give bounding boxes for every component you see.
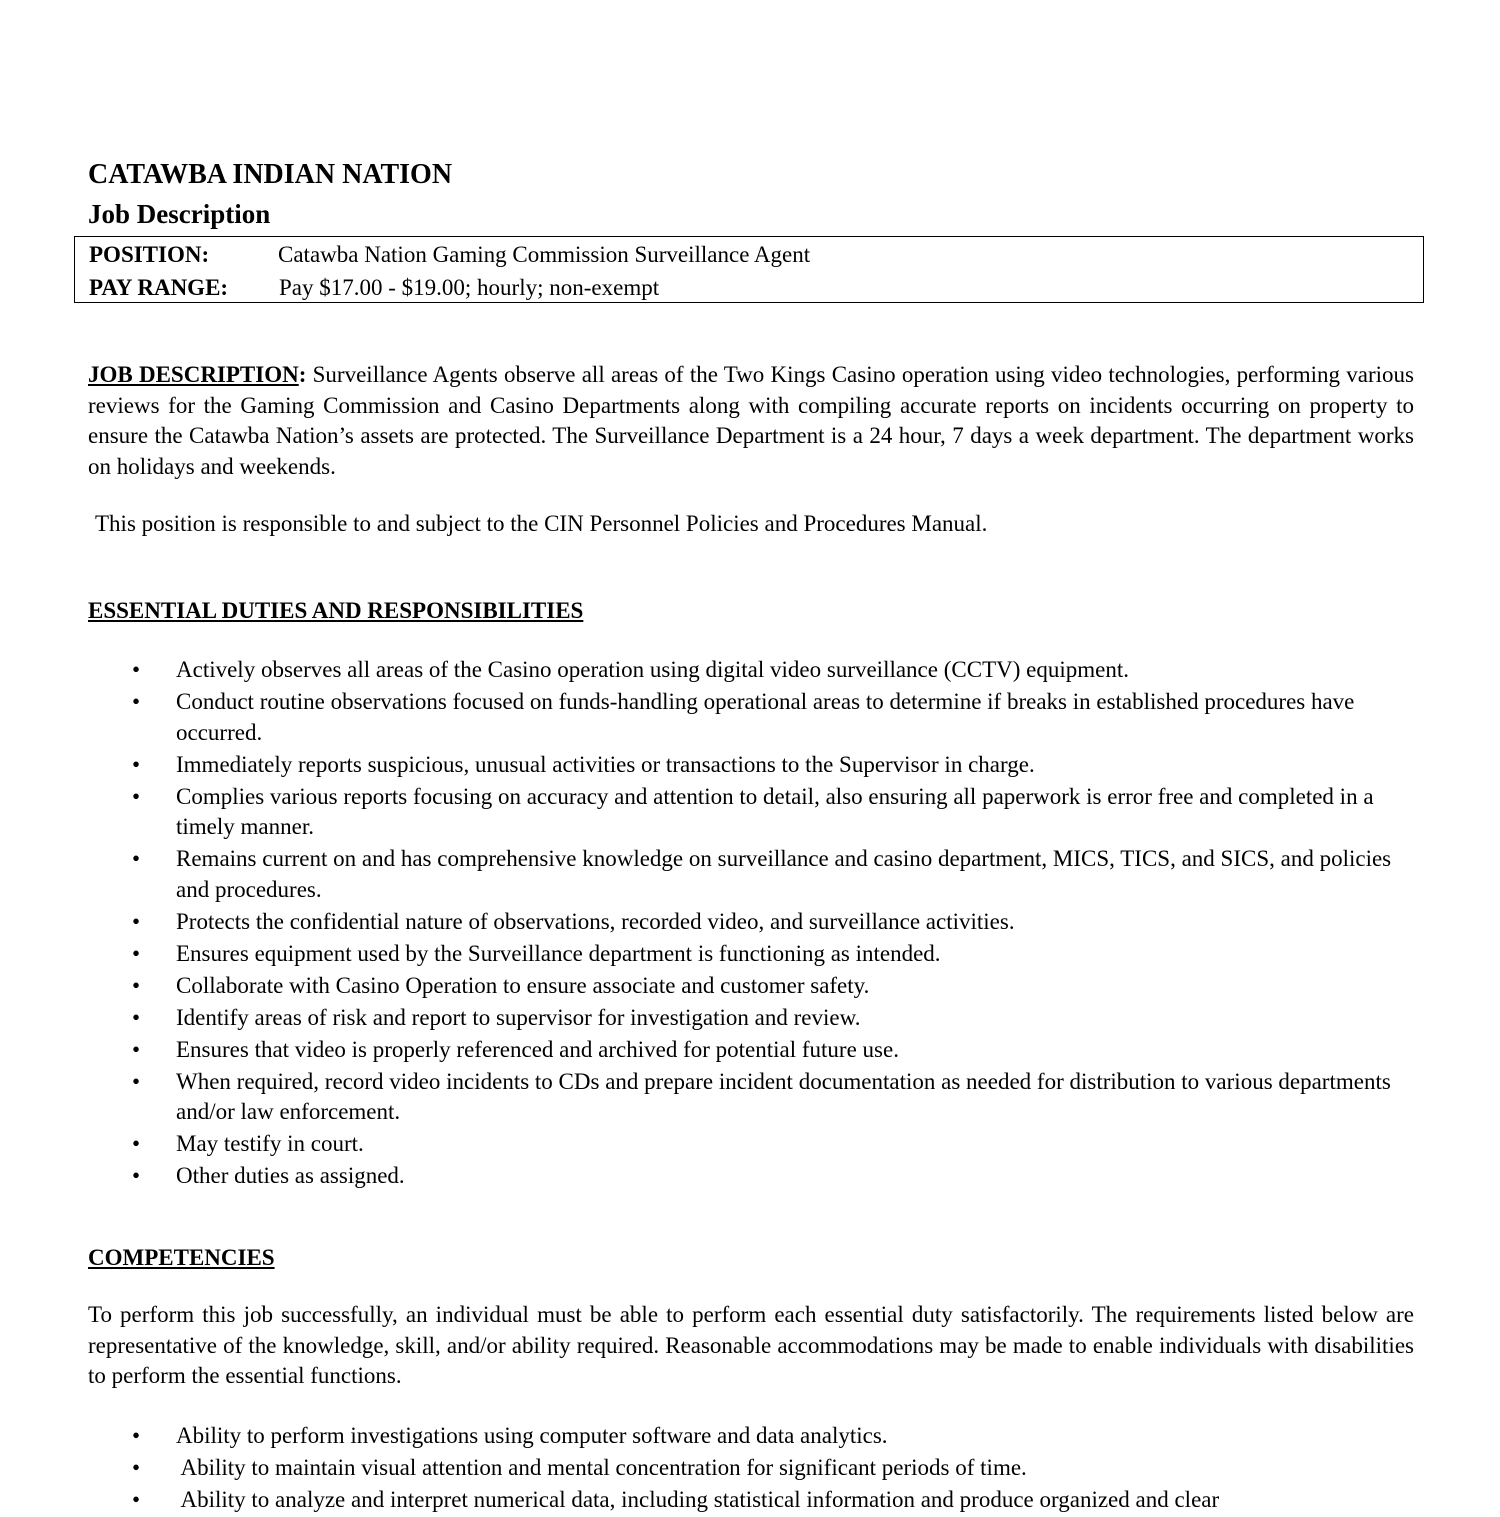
list-item: • Ability to maintain visual attention and mental concentration for significant periods of time. [88, 1453, 1414, 1484]
list-item: • Collaborate with Casino Operation to ensure associate and customer safety. [88, 971, 1414, 1002]
duties-heading: ESSENTIAL DUTIES AND RESPONSIBILITIES [88, 598, 584, 623]
list-item: • Remains current on and has comprehensive knowledge on surveillance and casino department, MICS, TICS, and SICS, and policies and procedures. [88, 844, 1414, 905]
list-item: • May testify in court. [88, 1129, 1414, 1160]
position-label: POSITION: [89, 242, 210, 267]
doc-type-title: Job Description [88, 199, 271, 229]
job-description-label: JOB DESCRIPTION [88, 362, 299, 387]
list-item: • Ensures that video is properly referenced and archived for potential future use. [88, 1035, 1414, 1066]
list-item: • Identify areas of risk and report to supervisor for investigation and review. [88, 1003, 1414, 1034]
list-item: • Actively observes all areas of the Casino operation using digital video surveillance (CCTV) equipment. [88, 655, 1414, 686]
pay-label: PAY RANGE: [89, 275, 229, 300]
list-item: • Other duties as assigned. [88, 1161, 1414, 1192]
list-item: • Ensures equipment used by the Surveillance department is functioning as intended. [88, 939, 1414, 970]
duties-list [88, 655, 1414, 1193]
list-item: • When required, record video incidents to CDs and prepare incident documentation as needed for distribution to various departments and/or law enforcement. [88, 1067, 1414, 1128]
competencies-heading: COMPETENCIES [88, 1245, 275, 1270]
list-item: • Protects the confidential nature of observations, recorded video, and surveillance activities. [88, 907, 1414, 938]
org-title: CATAWBA INDIAN NATION [88, 159, 453, 190]
pay-row [89, 271, 660, 304]
job-description-paragraph [88, 360, 1414, 482]
list-item: • Ability to perform investigations using computer software and data analytics. [88, 1421, 1414, 1452]
policy-note: This position is responsible to and subject to the CIN Personnel Policies and Procedures Manual. [95, 511, 988, 536]
competencies-list [88, 1421, 1414, 1517]
list-item: • Immediately reports suspicious, unusual activities or transactions to the Supervisor in charge. [88, 750, 1414, 781]
position-value: Catawba Nation Gaming Commission Surveillance Agent [278, 242, 811, 267]
position-row [89, 238, 811, 271]
job-description-text: Surveillance Agents observe all areas of the Two Kings Casino operation using video technologies, performing various reviews for the Gaming Commission and Casino Departments along with compiling accurate reports on incidents occurring on property to ensure the Catawba Nation’s assets are protected. The Surveillance Department is a 24 hour, 7 days a week department. The department works on holidays and weekends. [88, 362, 1415, 479]
competencies-intro: To perform this job successfully, an individual must be able to perform each essential duty satisfactorily. The requirements listed below are representative of the knowledge, skill, and/or ability required. Reasonable accommodations may be made to enable individuals with disabilities to perform the essential functions. [88, 1302, 1414, 1388]
colon: : [298, 362, 307, 387]
list-item: • Ability to analyze and interpret numerical data, including statistical information and produce organized and clear [88, 1485, 1414, 1516]
pay-value: Pay $17.00 - $19.00; hourly; non-exempt [279, 275, 660, 300]
list-item: • Conduct routine observations focused on funds-handling operational areas to determine if breaks in established procedures have occurred. [88, 687, 1414, 748]
info-box [74, 236, 1424, 303]
list-item: • Complies various reports focusing on accuracy and attention to detail, also ensuring all paperwork is error free and completed in a timely manner. [88, 782, 1414, 843]
